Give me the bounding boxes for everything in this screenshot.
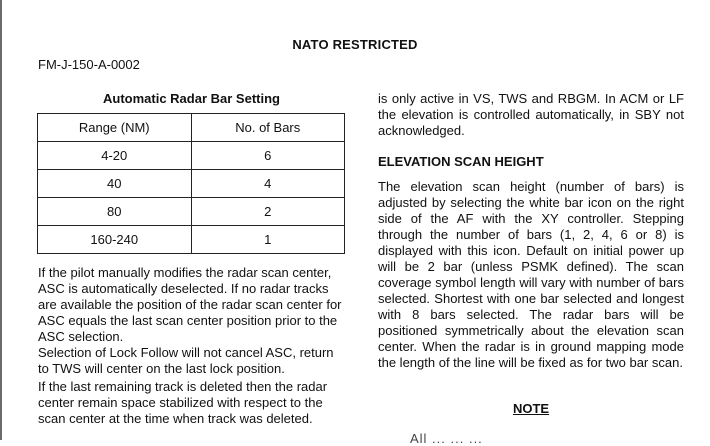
radar-bar-table — [37, 113, 345, 254]
range-cell: 80 — [38, 198, 192, 226]
note-heading: NOTE — [512, 401, 550, 416]
column-header-range: Range (NM) — [38, 114, 192, 142]
elevation-scan-heading: ELEVATION SCAN HEIGHT — [378, 154, 544, 169]
table-header-row — [38, 114, 345, 142]
asc-deselect-paragraph: If the pilot manually modifies the radar scan center, ASC is automatically deselected. If no radar tracks are available the position of the radar scan center for ASC equals the last scan center position prior to the ASC selection. — [38, 265, 342, 344]
column-header-bars: No. of Bars — [191, 114, 345, 142]
lock-follow-paragraph: Selection of Lock Follow will not cancel ASC, return to TWS will center on the last lock position. — [38, 345, 334, 376]
table-row — [38, 226, 345, 254]
continued-paragraph: is only active in VS, TWS and RBGM. In ACM or LF the elevation is controlled automatically, in SBY not acknowledged. — [378, 91, 684, 138]
elevation-scan-paragraph: The elevation scan height (number of bars) is adjusted by selecting the white bar icon on the right side of the AF with the XY controller. Stepping through the number of bars (1, 2, 4, 6 or 8) is displayed with this icon. Default on initial power up will be 2 bar (unless PSMK defined). The scan coverage symbol length will vary with number of bars selected. Shortest with one bar selected and longest with 8 bars selected. The radar bars will be positioned symmetrically about the elevation scan center. When the radar is in ground mapping mode the length of the line will be fixed as for two bar scan. — [378, 179, 684, 370]
bars-cell: 1 — [191, 226, 345, 254]
table-row — [38, 142, 345, 170]
track-deleted-paragraph: If the last remaining track is deleted then the radar center remain space stabilized with respect to the scan center at the time when track was deleted. — [38, 379, 328, 426]
range-cell: 160-240 — [38, 226, 192, 254]
range-cell: 40 — [38, 170, 192, 198]
document-id: FM-J-150-A-0002 — [38, 57, 140, 72]
range-cell: 4-20 — [38, 142, 192, 170]
table-row — [38, 170, 345, 198]
bars-cell: 2 — [191, 198, 345, 226]
bars-cell: 6 — [191, 142, 345, 170]
classification-marking: NATO RESTRICTED — [292, 37, 418, 52]
page-edge-line — [0, 0, 2, 440]
table-title: Automatic Radar Bar Setting — [103, 91, 280, 106]
bars-cell: 4 — [191, 170, 345, 198]
table-row — [38, 198, 345, 226]
cutoff-text-line: All ... ... ... — [410, 431, 483, 446]
